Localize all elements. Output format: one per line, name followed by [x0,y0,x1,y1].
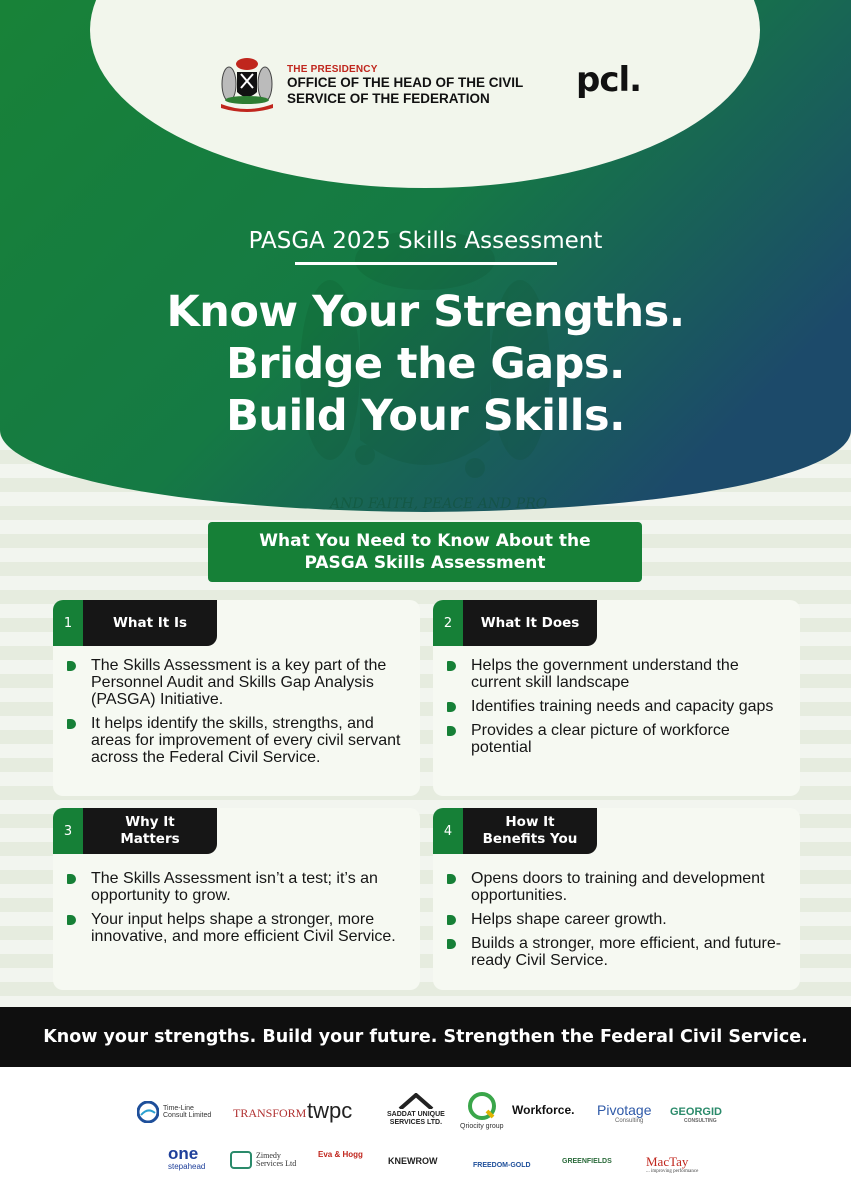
partner-freedomgold: FREEDOM-GOLD [473,1162,531,1169]
timeline-logo-icon [137,1101,159,1123]
partner-twpc: twpc [307,1098,353,1123]
card-what-it-is [53,600,420,796]
list-item: It helps identify the skills, strengths, and areas for improvement of every civil servant across the Federal Civil Service. [67,715,410,766]
card-title-text: How It Benefits You [482,814,578,847]
card-title: What It Does [463,600,597,646]
section-banner [208,522,642,582]
subtitle-underline [295,262,557,265]
headline-line-3: Build Your Skills. [226,391,625,441]
org-logo [215,56,523,114]
footer-tagline: Know your strengths. Build your future. Strengthen the Federal Civil Service. [0,1007,851,1067]
headline-line-2: Bridge the Gaps. [226,339,625,389]
card-title [83,808,217,854]
motto-watermark: AND FAITH, PEACE AND PRO [330,496,548,512]
headline-line-1: Know Your Strengths. [166,287,685,337]
card-why-it-matters [53,808,420,990]
card-list [447,870,790,976]
partner-evahogg: Eva & Hogg [318,1150,363,1159]
pcl-logo: pcl. [576,60,642,100]
card-what-it-does [433,600,800,796]
card-title: What It Is [83,600,217,646]
list-item: The Skills Assessment isn’t a test; it’s an opportunity to grow. [67,870,410,904]
partner-workforce: Workforce. [512,1103,575,1117]
card-list [447,657,790,763]
headline [0,286,851,442]
partner-knewrow: KNEWROW [388,1156,438,1166]
zimedy-logo-icon [230,1151,252,1169]
card-number: 1 [53,600,83,646]
partner-onestepahead: one stepahead [168,1144,206,1171]
list-item: Helps the government understand the current skill landscape [447,657,790,691]
card-title-text: Why It Matters [120,814,180,847]
org-name-line2: SERVICE OF THE FEDERATION [287,90,490,106]
subtitle: PASGA 2025 Skills Assessment [248,228,603,254]
partner-qriocity: Qriocity group [460,1091,504,1131]
list-item: Your input helps shape a stronger, more innovative, and more efficient Civil Service. [67,911,410,945]
partner-logos [0,1067,851,1199]
list-item: Opens doors to training and development opportunities. [447,870,790,904]
card-number: 3 [53,808,83,854]
coat-of-arms-icon [215,56,279,114]
list-item: The Skills Assessment is a key part of the Personnel Audit and Skills Gap Analysis (PASGA) Initiative. [67,657,410,708]
list-item: Identifies training needs and capacity gaps [447,698,790,715]
card-title [463,808,597,854]
list-item: Builds a stronger, more efficient, and future-ready Civil Service. [447,935,790,969]
partner-transform: TRANSFORM [233,1106,307,1120]
card-number: 2 [433,600,463,646]
card-list [67,870,410,952]
partner-saddat: SADDAT UNIQUE SERVICES LTD. [387,1093,445,1126]
list-item: Provides a clear picture of workforce potential [447,722,790,756]
card-number: 4 [433,808,463,854]
partner-greenfields: GREENFIELDS [562,1158,612,1165]
card-list [67,657,410,773]
partner-mactay: MacTay ... improving performance [646,1154,699,1174]
org-name-line1: OFFICE OF THE HEAD OF THE CIVIL [287,75,524,91]
partner-timeline: Time-Line Consult Limited [137,1101,219,1123]
banner-line-1: What You Need to Know About the [259,531,591,551]
list-item: Helps shape career growth. [447,911,790,928]
banner-line-2: PASGA Skills Assessment [304,553,546,573]
partner-georgid: GEORGID CONSULTING [670,1106,722,1124]
card-how-it-benefits [433,808,800,990]
saddat-logo-icon [398,1093,434,1109]
partner-pivotage: Pivotage Consulting [597,1102,652,1124]
qriocity-logo-icon [467,1091,497,1121]
org-presidency: THE PRESIDENCY [287,63,378,75]
partner-zimedy: Zimedy Services Ltd [230,1151,296,1169]
